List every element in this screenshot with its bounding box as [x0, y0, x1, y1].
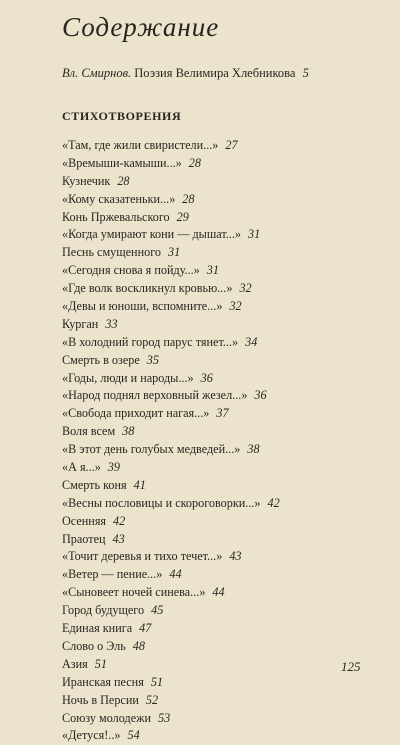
toc-entry — [62, 674, 382, 692]
toc-entry-page: 28 — [188, 155, 201, 170]
toc-entry-title: Город будущего — [62, 603, 145, 618]
toc-entry-title: «Годы, люди и народы...» — [62, 370, 194, 385]
toc-entry-title: Воля всем — [62, 424, 116, 439]
toc-entry-title: Иранская песня — [62, 674, 144, 689]
intro-entry — [62, 66, 309, 81]
toc-entry-title: «Времыши-камыши...» — [62, 155, 182, 170]
toc-entry-page: 47 — [139, 621, 152, 636]
toc-entry-page: 43 — [112, 531, 125, 546]
toc-entry — [62, 334, 382, 352]
toc-entry — [62, 298, 382, 316]
toc-entry-title: Союзу молодежи — [62, 710, 152, 725]
toc-entry — [62, 352, 382, 370]
toc-entry-page: 44 — [169, 567, 182, 582]
toc-entry — [62, 710, 382, 728]
page-title: Содержание — [62, 12, 220, 42]
toc-entry-page: 42 — [113, 513, 126, 528]
toc-entry — [62, 155, 382, 173]
toc-entry-title: Азия — [62, 656, 88, 671]
toc-entry — [62, 191, 382, 209]
toc-entry — [62, 226, 382, 244]
toc-entry-page: 39 — [107, 460, 120, 475]
toc-entry — [62, 173, 382, 191]
toc-entry-title: «Точит деревья и тихо течет...» — [62, 549, 223, 564]
toc-entry-page: 41 — [133, 477, 146, 492]
toc-entry-page: 28 — [117, 173, 130, 188]
toc-entry-title: «Там, где жили свиристели...» — [62, 138, 219, 152]
toc-entry-title: «Ветер — пение...» — [62, 567, 163, 582]
intro-text: Поэзия Велимира Хлебникова — [134, 66, 296, 80]
toc-entry — [62, 513, 382, 531]
toc-entry-page: 38 — [122, 424, 135, 439]
toc-entry — [62, 316, 382, 334]
toc-entry — [62, 531, 382, 549]
section-title: СТИХОТВОРЕНИЯ — [62, 109, 182, 123]
toc-entry-page: 37 — [216, 406, 229, 421]
toc-entry — [62, 244, 382, 262]
toc-entry — [62, 370, 382, 388]
toc-entry — [62, 209, 382, 227]
toc-entry-page: 52 — [145, 692, 159, 707]
toc-entry — [62, 137, 382, 155]
toc-entry-title: «Детуся!..» — [62, 728, 121, 743]
toc-entry-page: 32 — [229, 299, 242, 314]
intro-page-number: 5 — [302, 66, 309, 80]
toc-entry-title: «Девы и юноши, вспомните...» — [62, 299, 223, 314]
toc-entry-title: «Где волк воскликнул кровью...» — [62, 281, 233, 296]
toc-entry — [62, 638, 382, 656]
toc-entry-title: Осенняя — [62, 513, 107, 528]
toc-entry — [62, 262, 382, 280]
toc-entry-title: Смерть коня — [62, 477, 127, 492]
toc-entry — [62, 441, 382, 459]
toc-entry-title: «Когда умирают кони — дышат...» — [62, 227, 241, 242]
toc-entry-title: «Свобода приходит нагая...» — [62, 406, 210, 421]
toc-entry — [62, 459, 382, 477]
toc-entry — [62, 566, 382, 584]
toc-entry-title: Ночь в Персии — [62, 692, 139, 707]
toc-entry — [62, 280, 382, 298]
toc-entry-page: 43 — [229, 549, 242, 564]
toc-entry-title: «Весны пословицы и скороговорки...» — [62, 495, 261, 510]
toc-entry — [62, 477, 382, 495]
toc-entry-page: 31 — [206, 263, 219, 278]
toc-entry-page: 48 — [132, 638, 145, 653]
toc-list — [62, 137, 382, 745]
toc-entry-title: Песнь смущенного — [62, 245, 161, 260]
toc-entry-page: 54 — [127, 728, 140, 743]
toc-entry-title: Смерть в озере — [62, 352, 140, 367]
toc-entry — [62, 727, 382, 745]
toc-entry-title: «Кому сказатеньки...» — [62, 191, 176, 206]
toc-entry-title: «Сегодня снова я пойду...» — [62, 263, 200, 278]
page-folio: 125 — [341, 659, 361, 674]
toc-entry-page: 32 — [239, 281, 252, 296]
toc-entry — [62, 548, 382, 566]
toc-entry-title: «А я...» — [62, 460, 101, 475]
toc-entry — [62, 620, 382, 638]
toc-entry-page: 35 — [146, 352, 159, 367]
toc-entry-page: 51 — [150, 674, 163, 689]
toc-entry — [62, 423, 382, 441]
toc-entry-page: 51 — [94, 656, 107, 671]
toc-entry-title: «В холодний город парус тянет...» — [62, 334, 239, 349]
toc-entry — [62, 405, 382, 423]
toc-entry — [62, 692, 382, 710]
toc-entry-page: 33 — [105, 316, 118, 331]
toc-entry-title: Праотец — [62, 531, 106, 546]
toc-entry-page: 34 — [245, 334, 258, 349]
toc-entry-title: Слово о Эль — [62, 638, 126, 653]
toc-entry-title: «В этот день голубых медведей...» — [62, 442, 241, 457]
toc-entry-page: 27 — [225, 138, 238, 152]
toc-entry — [62, 656, 382, 674]
toc-entry-page: 53 — [158, 710, 171, 725]
toc-entry — [62, 584, 382, 602]
toc-entry-page: 31 — [168, 245, 181, 260]
toc-entry-page: 45 — [151, 603, 164, 618]
toc-entry-page: 29 — [176, 209, 189, 224]
toc-entry-page: 38 — [247, 442, 260, 457]
toc-entry-title: «Народ поднял верховный жезел...» — [62, 388, 248, 403]
toc-entry-title: Единая книга — [62, 621, 133, 636]
toc-entry-page: 28 — [182, 191, 195, 206]
toc-entry-page: 44 — [212, 585, 225, 600]
toc-entry-page: 31 — [247, 227, 261, 242]
intro-author: Вл. Смирнов. — [62, 66, 132, 80]
toc-entry-page: 36 — [200, 370, 213, 385]
toc-entry — [62, 495, 382, 513]
toc-entry-page: 36 — [254, 388, 267, 403]
toc-entry-title: Курган — [62, 316, 99, 331]
toc-entry — [62, 602, 382, 620]
toc-entry-page: 42 — [267, 495, 280, 510]
toc-entry-title: Конь Пржевальского — [62, 209, 170, 224]
toc-entry — [62, 387, 382, 405]
toc-entry-title: «Сыновеет ночей синева...» — [62, 585, 206, 600]
toc-entry-title: Кузнечик — [62, 173, 111, 188]
